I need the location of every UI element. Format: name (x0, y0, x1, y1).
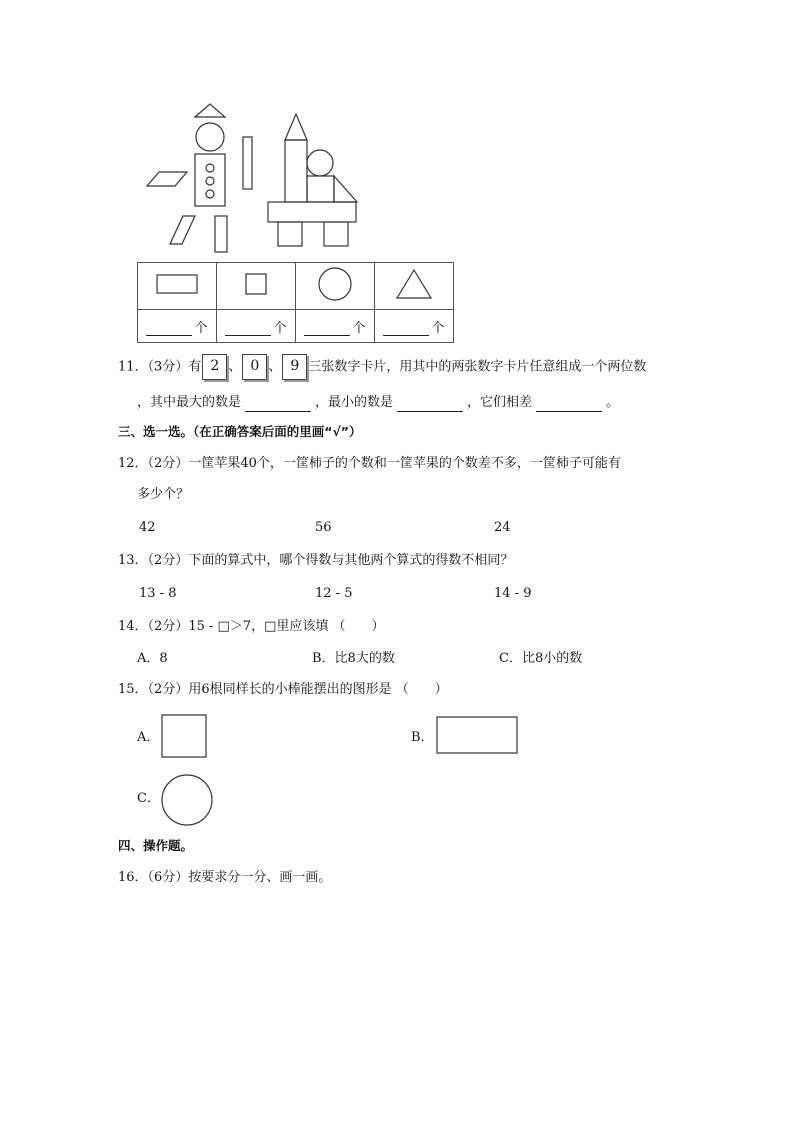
q15-line1: 15．（2分）用6根同样长的小棒能摆出的图形是 （ ） (118, 682, 448, 697)
building-leg-right (324, 222, 348, 246)
q11-line2: ，其中最大的数是 ，最小的数是 ，它们相差 。 (137, 395, 620, 410)
q14-option[interactable]: C．比8小的数 (499, 651, 583, 666)
section-3-heading: 三、选一选。（在正确答案后面的里画“√”） (118, 424, 362, 439)
q15-option-b-label[interactable]: B． (411, 730, 434, 745)
q12-option[interactable]: 42 (139, 520, 156, 535)
robot-leg-parallelogram (170, 216, 195, 244)
q13-option[interactable]: 12 - 5 (315, 586, 353, 601)
q14-line1: 14．（2分）15 - □＞7，□里应该填 （ ） (118, 619, 385, 634)
shapes-figure (137, 100, 367, 255)
robot-hat-triangle (195, 104, 225, 117)
building-circle (307, 150, 333, 176)
robot-right-arm-rect (243, 137, 252, 189)
rectangle-icon (155, 273, 199, 295)
q12-line2: 多少个？ (137, 487, 190, 502)
answer-cell[interactable]: 个 (217, 310, 296, 343)
building-triangle (334, 176, 357, 202)
shape-count-table (137, 262, 454, 343)
number-card: 2 (202, 354, 227, 380)
difference-blank[interactable] (536, 398, 602, 412)
q11-suffix: 三张数字卡片，用其中的两张数字卡片任意组成一个两位数 (308, 359, 647, 375)
q12-option[interactable]: 56 (315, 520, 332, 535)
building-leg-left (278, 222, 302, 246)
q11-prefix: 11．（3分）有 (118, 359, 202, 375)
shape-cell (375, 263, 454, 310)
answer-cell[interactable]: 个 (375, 310, 454, 343)
q15-square-icon[interactable] (161, 714, 209, 760)
q13-option[interactable]: 13 - 8 (139, 586, 177, 601)
robot-left-arm-parallelogram (147, 172, 187, 186)
building-base-rect (268, 202, 356, 222)
min-number-blank[interactable] (397, 398, 463, 412)
robot-head-circle (196, 123, 224, 151)
answer-cell[interactable]: 个 (296, 310, 375, 343)
shape-cell (217, 263, 296, 310)
q14-option[interactable]: B．比8大的数 (312, 651, 395, 666)
q12-option[interactable]: 24 (494, 520, 511, 535)
max-number-blank[interactable] (245, 398, 311, 412)
q12-line1: 12．（2分）一筐苹果40个，一筐柿子的个数和一筐苹果的个数差不多，一筐柿子可能有 (118, 456, 621, 471)
q11-line1: 11．（3分）有 2 、 0 、 9 三张数字卡片，用其中的两张数字卡片任意组成一个两位数 (118, 354, 646, 380)
q15-circle-icon[interactable] (160, 773, 214, 827)
shape-cell (296, 263, 375, 310)
triangle-icon (394, 268, 434, 300)
tower-rect (285, 140, 307, 202)
square-icon (244, 272, 268, 296)
section-4-heading: 四、操作题。 (118, 838, 194, 853)
q15-rectangle-icon[interactable] (436, 716, 520, 756)
q14-option[interactable]: A．8 (137, 651, 168, 666)
number-card: 0 (242, 354, 267, 380)
answer-cell[interactable]: 个 (138, 310, 217, 343)
q15-option-a-label[interactable]: A． (137, 730, 160, 745)
q13-option[interactable]: 14 - 9 (494, 586, 532, 601)
q13-line1: 13．（2分）下面的算式中，哪个得数与其他两个算式的得数不相同？ (118, 553, 514, 568)
circle-icon (317, 266, 353, 302)
robot-leg-rect (215, 216, 227, 252)
shape-cell (138, 263, 217, 310)
q15-option-c-label[interactable]: C． (137, 791, 160, 806)
tower-roof-triangle (285, 114, 307, 140)
building-square (307, 176, 334, 202)
number-card: 9 (282, 354, 307, 380)
q16-line1: 16．（6分）按要求分一分、画一画。 (118, 870, 332, 885)
